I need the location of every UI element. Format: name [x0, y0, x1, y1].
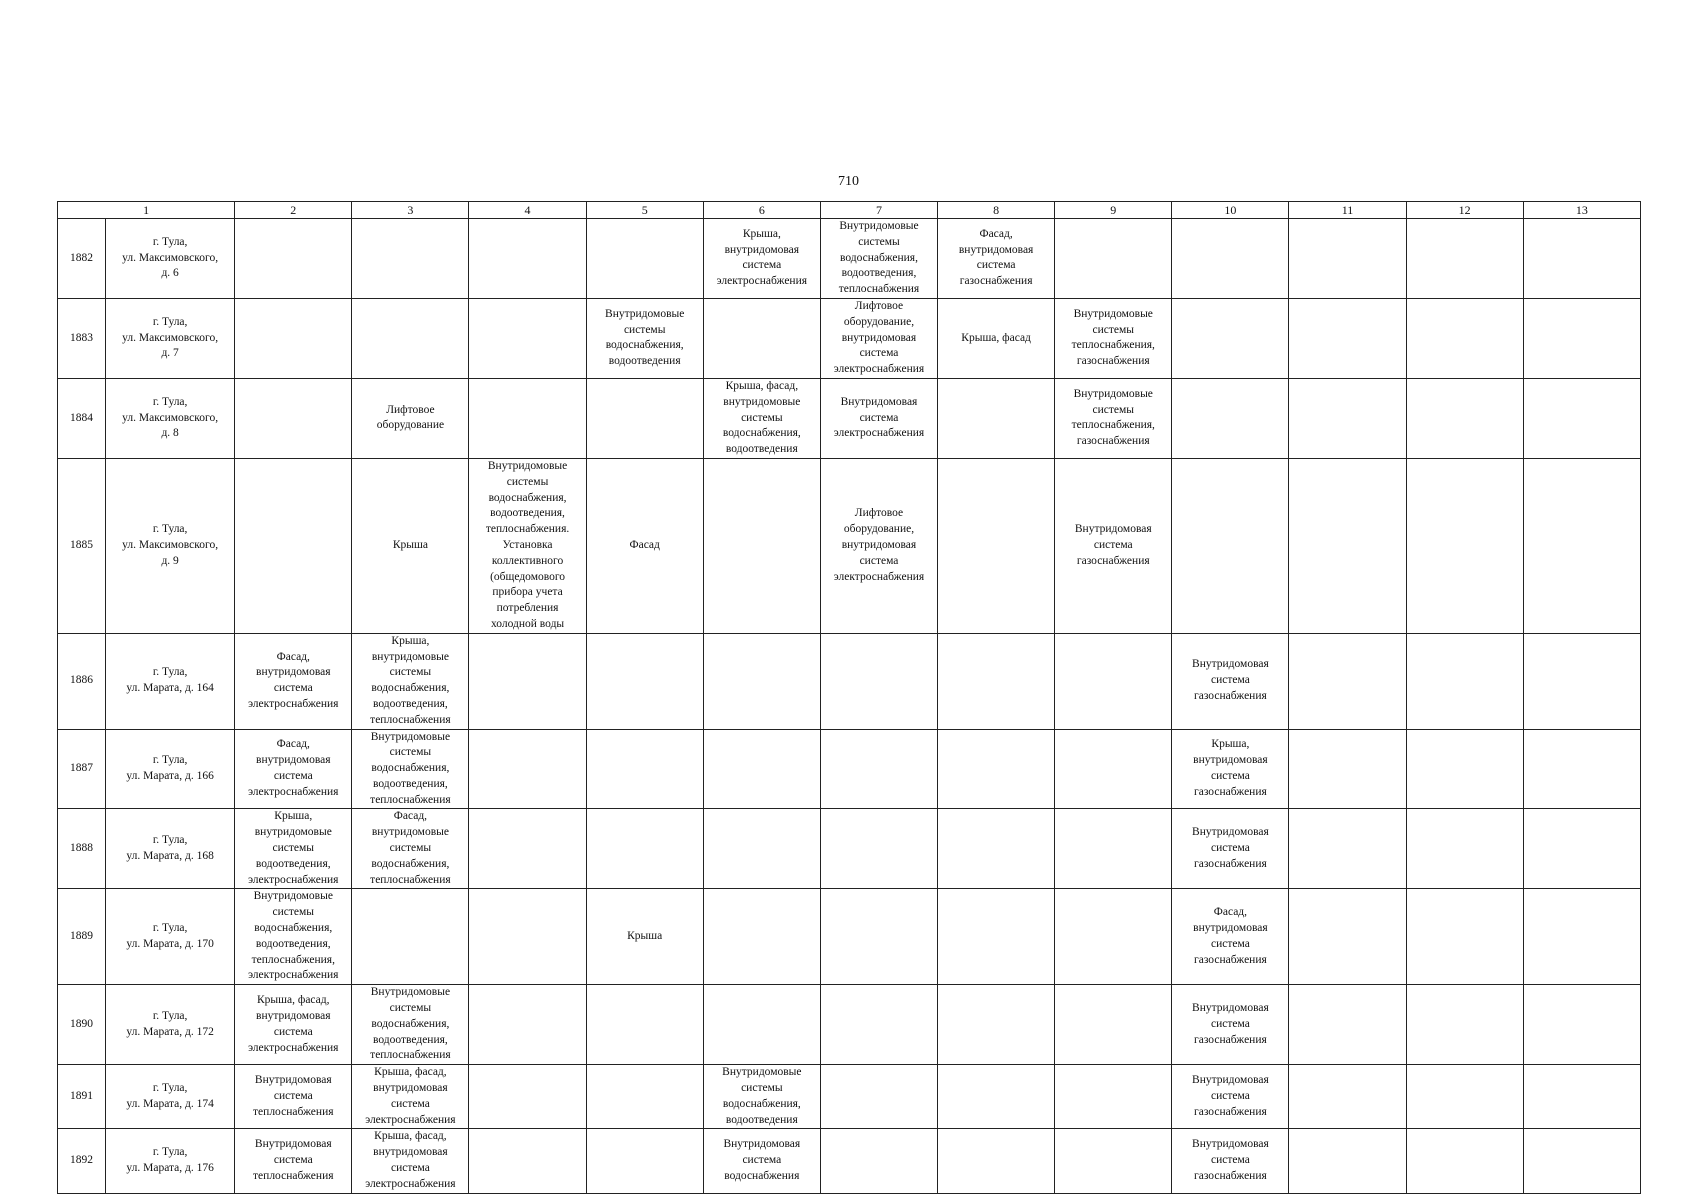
work-cell-col-8 [938, 633, 1055, 729]
work-cell-col-8: Фасад, внутридомовая система газоснабжения [938, 219, 1055, 299]
work-cell-col-12 [1406, 378, 1523, 458]
work-cell-col-11 [1289, 458, 1406, 633]
work-cell-col-4 [469, 298, 586, 378]
work-cell-col-8 [938, 1065, 1055, 1129]
row-number: 1892 [58, 1129, 106, 1193]
work-cell-col-13 [1523, 458, 1640, 633]
work-cell-col-5 [586, 1065, 703, 1129]
work-cell-col-4 [469, 378, 586, 458]
address-cell: г. Тула, ул. Марата, д. 172 [106, 985, 235, 1065]
work-cell-col-9 [1055, 985, 1172, 1065]
table-row [58, 219, 1641, 299]
work-cell-col-2: Фасад, внутридомовая система электроснабжения [235, 633, 352, 729]
work-cell-col-13 [1523, 378, 1640, 458]
address-cell: г. Тула, ул. Марата, д. 168 [106, 809, 235, 889]
row-number: 1884 [58, 378, 106, 458]
work-cell-col-11 [1289, 633, 1406, 729]
work-cell-col-12 [1406, 1065, 1523, 1129]
work-cell-col-8 [938, 1129, 1055, 1193]
work-cell-col-7 [820, 985, 937, 1065]
work-cell-col-7 [820, 633, 937, 729]
work-cell-col-4: Внутридомовые системы водоснабжения, водоотведения, теплоснабжения. Установка коллективного (общедомового прибора учета потребления холодной воды [469, 458, 586, 633]
work-cell-col-11 [1289, 809, 1406, 889]
work-cell-col-9 [1055, 633, 1172, 729]
work-cell-col-3: Лифтовое оборудование [352, 378, 469, 458]
work-cell-col-3 [352, 889, 469, 985]
work-cell-col-3: Внутридомовые системы водоснабжения, водоотведения, теплоснабжения [352, 729, 469, 809]
work-cell-col-12 [1406, 985, 1523, 1065]
column-header: 12 [1406, 202, 1523, 219]
work-cell-col-9 [1055, 889, 1172, 985]
table-row [58, 889, 1641, 985]
work-cell-col-5: Фасад [586, 458, 703, 633]
row-number: 1886 [58, 633, 106, 729]
work-cell-col-11 [1289, 889, 1406, 985]
work-cell-col-3: Крыша, фасад, внутридомовая система электроснабжения [352, 1065, 469, 1129]
work-cell-col-8 [938, 458, 1055, 633]
address-cell: г. Тула, ул. Марата, д. 170 [106, 889, 235, 985]
column-header: 13 [1523, 202, 1640, 219]
work-cell-col-7 [820, 1065, 937, 1129]
work-cell-col-12 [1406, 1129, 1523, 1193]
work-cell-col-13 [1523, 1129, 1640, 1193]
work-cell-col-3: Крыша [352, 458, 469, 633]
work-cell-col-13 [1523, 1065, 1640, 1129]
address-cell: г. Тула, ул. Максимовского, д. 8 [106, 378, 235, 458]
table-row [58, 633, 1641, 729]
column-header: 10 [1172, 202, 1289, 219]
work-cell-col-10: Фасад, внутридомовая система газоснабжения [1172, 889, 1289, 985]
work-cell-col-5 [586, 809, 703, 889]
row-number: 1887 [58, 729, 106, 809]
column-header: 3 [352, 202, 469, 219]
work-cell-col-7: Лифтовое оборудование, внутридомовая система электроснабжения [820, 458, 937, 633]
work-cell-col-4 [469, 633, 586, 729]
work-cell-col-7: Внутридомовая система электроснабжения [820, 378, 937, 458]
work-cell-col-2: Крыша, внутридомовые системы водоотведения, электроснабжения [235, 809, 352, 889]
row-number: 1889 [58, 889, 106, 985]
work-cell-col-7 [820, 1129, 937, 1193]
work-cell-col-10: Внутридомовая система газоснабжения [1172, 633, 1289, 729]
work-cell-col-13 [1523, 889, 1640, 985]
column-header: 11 [1289, 202, 1406, 219]
header-row [58, 202, 1641, 219]
address-cell: г. Тула, ул. Марата, д. 176 [106, 1129, 235, 1193]
work-cell-col-6: Внутридомовая система водоснабжения [703, 1129, 820, 1193]
work-cell-col-5 [586, 633, 703, 729]
work-cell-col-3: Крыша, фасад, внутридомовая система электроснабжения [352, 1129, 469, 1193]
work-cell-col-10 [1172, 219, 1289, 299]
table-row [58, 458, 1641, 633]
work-cell-col-8 [938, 729, 1055, 809]
row-number: 1885 [58, 458, 106, 633]
work-cell-col-13 [1523, 298, 1640, 378]
column-header: 9 [1055, 202, 1172, 219]
work-cell-col-4 [469, 1065, 586, 1129]
work-cell-col-9 [1055, 729, 1172, 809]
work-cell-col-8 [938, 985, 1055, 1065]
column-header: 5 [586, 202, 703, 219]
work-cell-col-10: Внутридомовая система газоснабжения [1172, 809, 1289, 889]
work-cell-col-13 [1523, 809, 1640, 889]
row-number: 1888 [58, 809, 106, 889]
work-cell-col-5: Крыша [586, 889, 703, 985]
address-cell: г. Тула, ул. Максимовского, д. 9 [106, 458, 235, 633]
work-cell-col-2 [235, 458, 352, 633]
work-cell-col-7: Лифтовое оборудование, внутридомовая система электроснабжения [820, 298, 937, 378]
work-cell-col-6 [703, 809, 820, 889]
work-cell-col-5 [586, 219, 703, 299]
table-row [58, 298, 1641, 378]
work-cell-col-3: Внутридомовые системы водоснабжения, водоотведения, теплоснабжения [352, 985, 469, 1065]
work-cell-col-12 [1406, 889, 1523, 985]
work-cell-col-6: Крыша, внутридомовая система электроснабжения [703, 219, 820, 299]
work-cell-col-9: Внутридомовые системы теплоснабжения, газоснабжения [1055, 378, 1172, 458]
address-cell: г. Тула, ул. Марата, д. 174 [106, 1065, 235, 1129]
column-header: 8 [938, 202, 1055, 219]
work-cell-col-12 [1406, 458, 1523, 633]
column-header: 4 [469, 202, 586, 219]
work-cell-col-11 [1289, 1065, 1406, 1129]
work-cell-col-10: Внутридомовая система газоснабжения [1172, 1129, 1289, 1193]
work-cell-col-5 [586, 985, 703, 1065]
work-cell-col-13 [1523, 985, 1640, 1065]
work-cell-col-3: Крыша, внутридомовые системы водоснабжения, водоотведения, теплоснабжения [352, 633, 469, 729]
work-cell-col-10: Внутридомовая система газоснабжения [1172, 1065, 1289, 1129]
table-row [58, 1065, 1641, 1129]
work-cell-col-12 [1406, 219, 1523, 299]
work-schedule-table [57, 201, 1641, 1194]
table-row [58, 378, 1641, 458]
work-cell-col-7 [820, 729, 937, 809]
work-cell-col-4 [469, 219, 586, 299]
work-cell-col-11 [1289, 729, 1406, 809]
work-cell-col-11 [1289, 378, 1406, 458]
work-cell-col-6 [703, 633, 820, 729]
work-cell-col-13 [1523, 633, 1640, 729]
work-cell-col-9: Внутридомовая система газоснабжения [1055, 458, 1172, 633]
work-cell-col-9: Внутридомовые системы теплоснабжения, газоснабжения [1055, 298, 1172, 378]
work-cell-col-7 [820, 889, 937, 985]
work-cell-col-9 [1055, 1129, 1172, 1193]
work-cell-col-7 [820, 809, 937, 889]
work-cell-col-10 [1172, 458, 1289, 633]
work-cell-col-6 [703, 729, 820, 809]
work-cell-col-11 [1289, 1129, 1406, 1193]
work-cell-col-4 [469, 1129, 586, 1193]
table-body [58, 219, 1641, 1194]
work-cell-col-2: Внутридомовая система теплоснабжения [235, 1065, 352, 1129]
work-cell-col-9 [1055, 809, 1172, 889]
work-cell-col-8 [938, 889, 1055, 985]
column-header: 7 [820, 202, 937, 219]
work-cell-col-6 [703, 298, 820, 378]
work-cell-col-11 [1289, 219, 1406, 299]
work-cell-col-3 [352, 219, 469, 299]
work-cell-col-13 [1523, 219, 1640, 299]
work-cell-col-6 [703, 985, 820, 1065]
work-cell-col-3 [352, 298, 469, 378]
work-cell-col-10: Внутридомовая система газоснабжения [1172, 985, 1289, 1065]
column-header: 2 [235, 202, 352, 219]
work-cell-col-11 [1289, 298, 1406, 378]
work-cell-col-2: Внутридомовые системы водоснабжения, водоотведения, теплоснабжения, электроснабжения [235, 889, 352, 985]
work-cell-col-12 [1406, 633, 1523, 729]
page-number: 710 [838, 174, 859, 189]
work-cell-col-12 [1406, 729, 1523, 809]
row-number: 1883 [58, 298, 106, 378]
work-cell-col-5 [586, 378, 703, 458]
work-cell-col-4 [469, 809, 586, 889]
work-cell-col-6 [703, 458, 820, 633]
address-cell: г. Тула, ул. Максимовского, д. 7 [106, 298, 235, 378]
row-number: 1890 [58, 985, 106, 1065]
work-cell-col-10: Крыша, внутридомовая система газоснабжения [1172, 729, 1289, 809]
column-header: 6 [703, 202, 820, 219]
work-cell-col-11 [1289, 985, 1406, 1065]
work-cell-col-12 [1406, 298, 1523, 378]
work-cell-col-10 [1172, 298, 1289, 378]
work-cell-col-2 [235, 378, 352, 458]
work-cell-col-6: Внутридомовые системы водоснабжения, водоотведения [703, 1065, 820, 1129]
work-cell-col-2: Фасад, внутридомовая система электроснабжения [235, 729, 352, 809]
column-header: 1 [58, 202, 235, 219]
work-cell-col-5 [586, 729, 703, 809]
work-cell-col-10 [1172, 378, 1289, 458]
work-cell-col-3: Фасад, внутридомовые системы водоснабжения, теплоснабжения [352, 809, 469, 889]
table-row [58, 985, 1641, 1065]
work-cell-col-9 [1055, 219, 1172, 299]
work-cell-col-13 [1523, 729, 1640, 809]
work-cell-col-6: Крыша, фасад, внутридомовые системы водоснабжения, водоотведения [703, 378, 820, 458]
table-row [58, 809, 1641, 889]
work-cell-col-5: Внутридомовые системы водоснабжения, водоотведения [586, 298, 703, 378]
work-cell-col-6 [703, 889, 820, 985]
address-cell: г. Тула, ул. Марата, д. 164 [106, 633, 235, 729]
work-cell-col-4 [469, 729, 586, 809]
work-cell-col-4 [469, 889, 586, 985]
address-cell: г. Тула, ул. Марата, д. 166 [106, 729, 235, 809]
work-cell-col-8 [938, 378, 1055, 458]
work-cell-col-7: Внутридомовые системы водоснабжения, водоотведения, теплоснабжения [820, 219, 937, 299]
row-number: 1882 [58, 219, 106, 299]
work-cell-col-5 [586, 1129, 703, 1193]
address-cell: г. Тула, ул. Максимовского, д. 6 [106, 219, 235, 299]
work-cell-col-12 [1406, 809, 1523, 889]
work-cell-col-2 [235, 298, 352, 378]
table-row [58, 1129, 1641, 1193]
work-cell-col-2: Крыша, фасад, внутридомовая система электроснабжения [235, 985, 352, 1065]
work-cell-col-2 [235, 219, 352, 299]
table-row [58, 729, 1641, 809]
row-number: 1891 [58, 1065, 106, 1129]
work-cell-col-8: Крыша, фасад [938, 298, 1055, 378]
work-cell-col-4 [469, 985, 586, 1065]
work-cell-col-8 [938, 809, 1055, 889]
work-cell-col-9 [1055, 1065, 1172, 1129]
work-cell-col-2: Внутридомовая система теплоснабжения [235, 1129, 352, 1193]
